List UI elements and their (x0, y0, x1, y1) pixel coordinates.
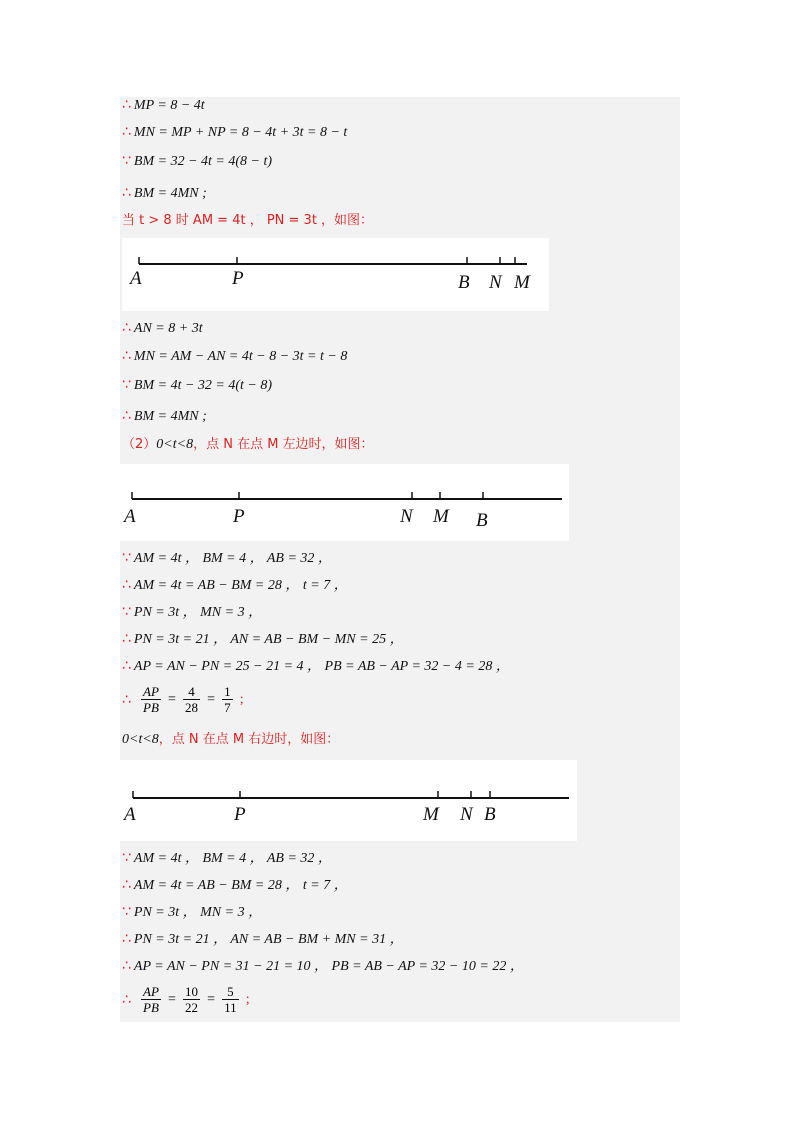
equation: MN = AM − AN = 4t − 8 − 3t = t − 8 (133, 349, 348, 364)
case-3-heading (122, 729, 339, 751)
equation: AM = 4t = AB − BM = 28 ， t = 7 ， (133, 878, 348, 893)
line-bm (122, 150, 272, 172)
line-am-1 (122, 574, 348, 596)
line-pn-given-1 (122, 601, 262, 623)
therefore-symbol: ∴ (122, 631, 131, 647)
line-pn-1 (122, 628, 404, 650)
because-symbol: ∵ (122, 904, 131, 920)
therefore-symbol: ∴ (122, 124, 131, 140)
line-given-1 (122, 547, 332, 569)
therefore-symbol: ∴ (122, 577, 131, 593)
therefore-symbol: ∴ (122, 408, 131, 424)
equation: BM = 4t − 32 = 4(t − 8) (133, 378, 273, 393)
equation: MP = 8 − 4t (133, 98, 205, 113)
line-mn (122, 121, 347, 143)
point-label-p: P (232, 268, 244, 289)
line-pn-2 (122, 928, 404, 950)
line-an (122, 317, 203, 339)
case-2-heading (122, 434, 374, 456)
ratio-result-1: ∴ $\frac{AP}{PB}$ = $\frac{4}{28}$ = $\frac{1}{7}$ ; (122, 684, 244, 715)
line-mn-2 (122, 345, 347, 367)
fraction-value: $\frac{10}{22}$ (185, 984, 198, 1015)
point-label-b: B (458, 272, 470, 293)
equation: AN = 8 + 3t (133, 321, 203, 336)
fraction-simplified: $\frac{1}{7}$ (224, 684, 231, 715)
line-pn-given-2 (122, 901, 262, 923)
equation: AM = 4t ， BM = 4 ， AB = 32 ， (133, 551, 332, 566)
equation: AM = 4t = AB − BM = 28 ， t = 7 ， (133, 578, 348, 593)
fraction-ap-pb: $\frac{AP}{PB}$ (143, 984, 159, 1015)
part-number: （2） (122, 437, 157, 452)
because-symbol: ∵ (122, 153, 131, 169)
equation: BM = 4MN ; (133, 409, 207, 424)
therefore-symbol: ∴ (122, 877, 131, 893)
point-label-p: P (234, 804, 246, 825)
case-heading-text: ，点 N 在点 M 左边时，如图： (193, 437, 374, 452)
point-label-n: N (460, 804, 473, 825)
line-ap-1 (122, 655, 510, 677)
therefore-symbol: ∴ (122, 185, 131, 201)
therefore-symbol: ∴ (122, 958, 131, 974)
point-label-m: M (514, 272, 530, 293)
equation: BM = 4MN ; (133, 186, 207, 201)
because-symbol: ∵ (122, 850, 131, 866)
number-line-figure-3 (120, 760, 577, 841)
point-label-n: N (489, 272, 502, 293)
equation: AP = AN − PN = 31 − 21 = 10 ， PB = AB − AP = 32 − 10 = 22 ， (133, 959, 524, 974)
number-line-2 (120, 464, 569, 541)
line-mp (122, 94, 205, 116)
line-ap-2 (122, 955, 524, 977)
point-label-a: A (124, 506, 136, 527)
number-line-figure-2 (120, 464, 569, 541)
point-label-m: M (423, 804, 439, 825)
point-label-a: A (130, 268, 142, 289)
number-line-figure-1 (122, 238, 549, 311)
point-label-b: B (484, 804, 496, 825)
case-heading-text: 当 t > 8 时 AM = 4t ， PN = 3t ，如图： (122, 213, 374, 228)
equation: PN = 3t ， MN = 3 ， (133, 905, 263, 920)
line-bm-2 (122, 374, 272, 396)
therefore-symbol: ∴ (122, 991, 131, 1008)
point-label-b: B (476, 510, 488, 531)
therefore-symbol: ∴ (122, 348, 131, 364)
ratio-result-2: ∴ $\frac{AP}{PB}$ = $\frac{10}{22}$ = $\frac{5}{11}$ ; (122, 984, 250, 1015)
because-symbol: ∵ (122, 604, 131, 620)
because-symbol: ∵ (122, 550, 131, 566)
equation: AM = 4t ， BM = 4 ， AB = 32 ， (133, 851, 332, 866)
point-label-a: A (124, 804, 136, 825)
therefore-symbol: ∴ (122, 97, 131, 113)
line-conclusion-2 (122, 405, 207, 427)
therefore-symbol: ∴ (122, 320, 131, 336)
equation: BM = 32 − 4t = 4(8 − t) (133, 154, 273, 169)
because-symbol: ∵ (122, 377, 131, 393)
therefore-symbol: ∴ (122, 691, 131, 708)
point-label-n: N (400, 506, 413, 527)
case-heading-text: ，点 N 在点 M 右边时，如图： (158, 732, 340, 747)
line-am-2 (122, 874, 348, 896)
fraction-ap-pb: $\frac{AP}{PB}$ (143, 684, 159, 715)
fraction-simplified: $\frac{5}{11}$ (224, 984, 237, 1015)
equation: PN = 3t = 21 ， AN = AB − BM − MN = 25 ， (133, 632, 404, 647)
case-t-gt-8-heading (122, 210, 373, 232)
equation: PN = 3t = 21 ， AN = AB − BM + MN = 31 ， (133, 932, 404, 947)
number-line-1 (122, 238, 549, 311)
point-label-p: P (233, 506, 245, 527)
therefore-symbol: ∴ (122, 931, 131, 947)
line-conclusion-1 (122, 182, 207, 204)
range-condition: 0<t<8 (156, 437, 194, 452)
equation: AP = AN − PN = 25 − 21 = 4 ， PB = AB − AP = 32 − 4 = 28 ， (133, 659, 510, 674)
equation: PN = 3t ， MN = 3 ， (133, 605, 263, 620)
therefore-symbol: ∴ (122, 658, 131, 674)
point-label-m: M (433, 506, 449, 527)
number-line-3 (120, 760, 577, 841)
equation: MN = MP + NP = 8 − 4t + 3t = 8 − t (133, 125, 348, 140)
fraction-value: $\frac{4}{28}$ (185, 684, 198, 715)
range-condition: 0<t<8 (122, 732, 159, 747)
line-given-2 (122, 847, 332, 869)
